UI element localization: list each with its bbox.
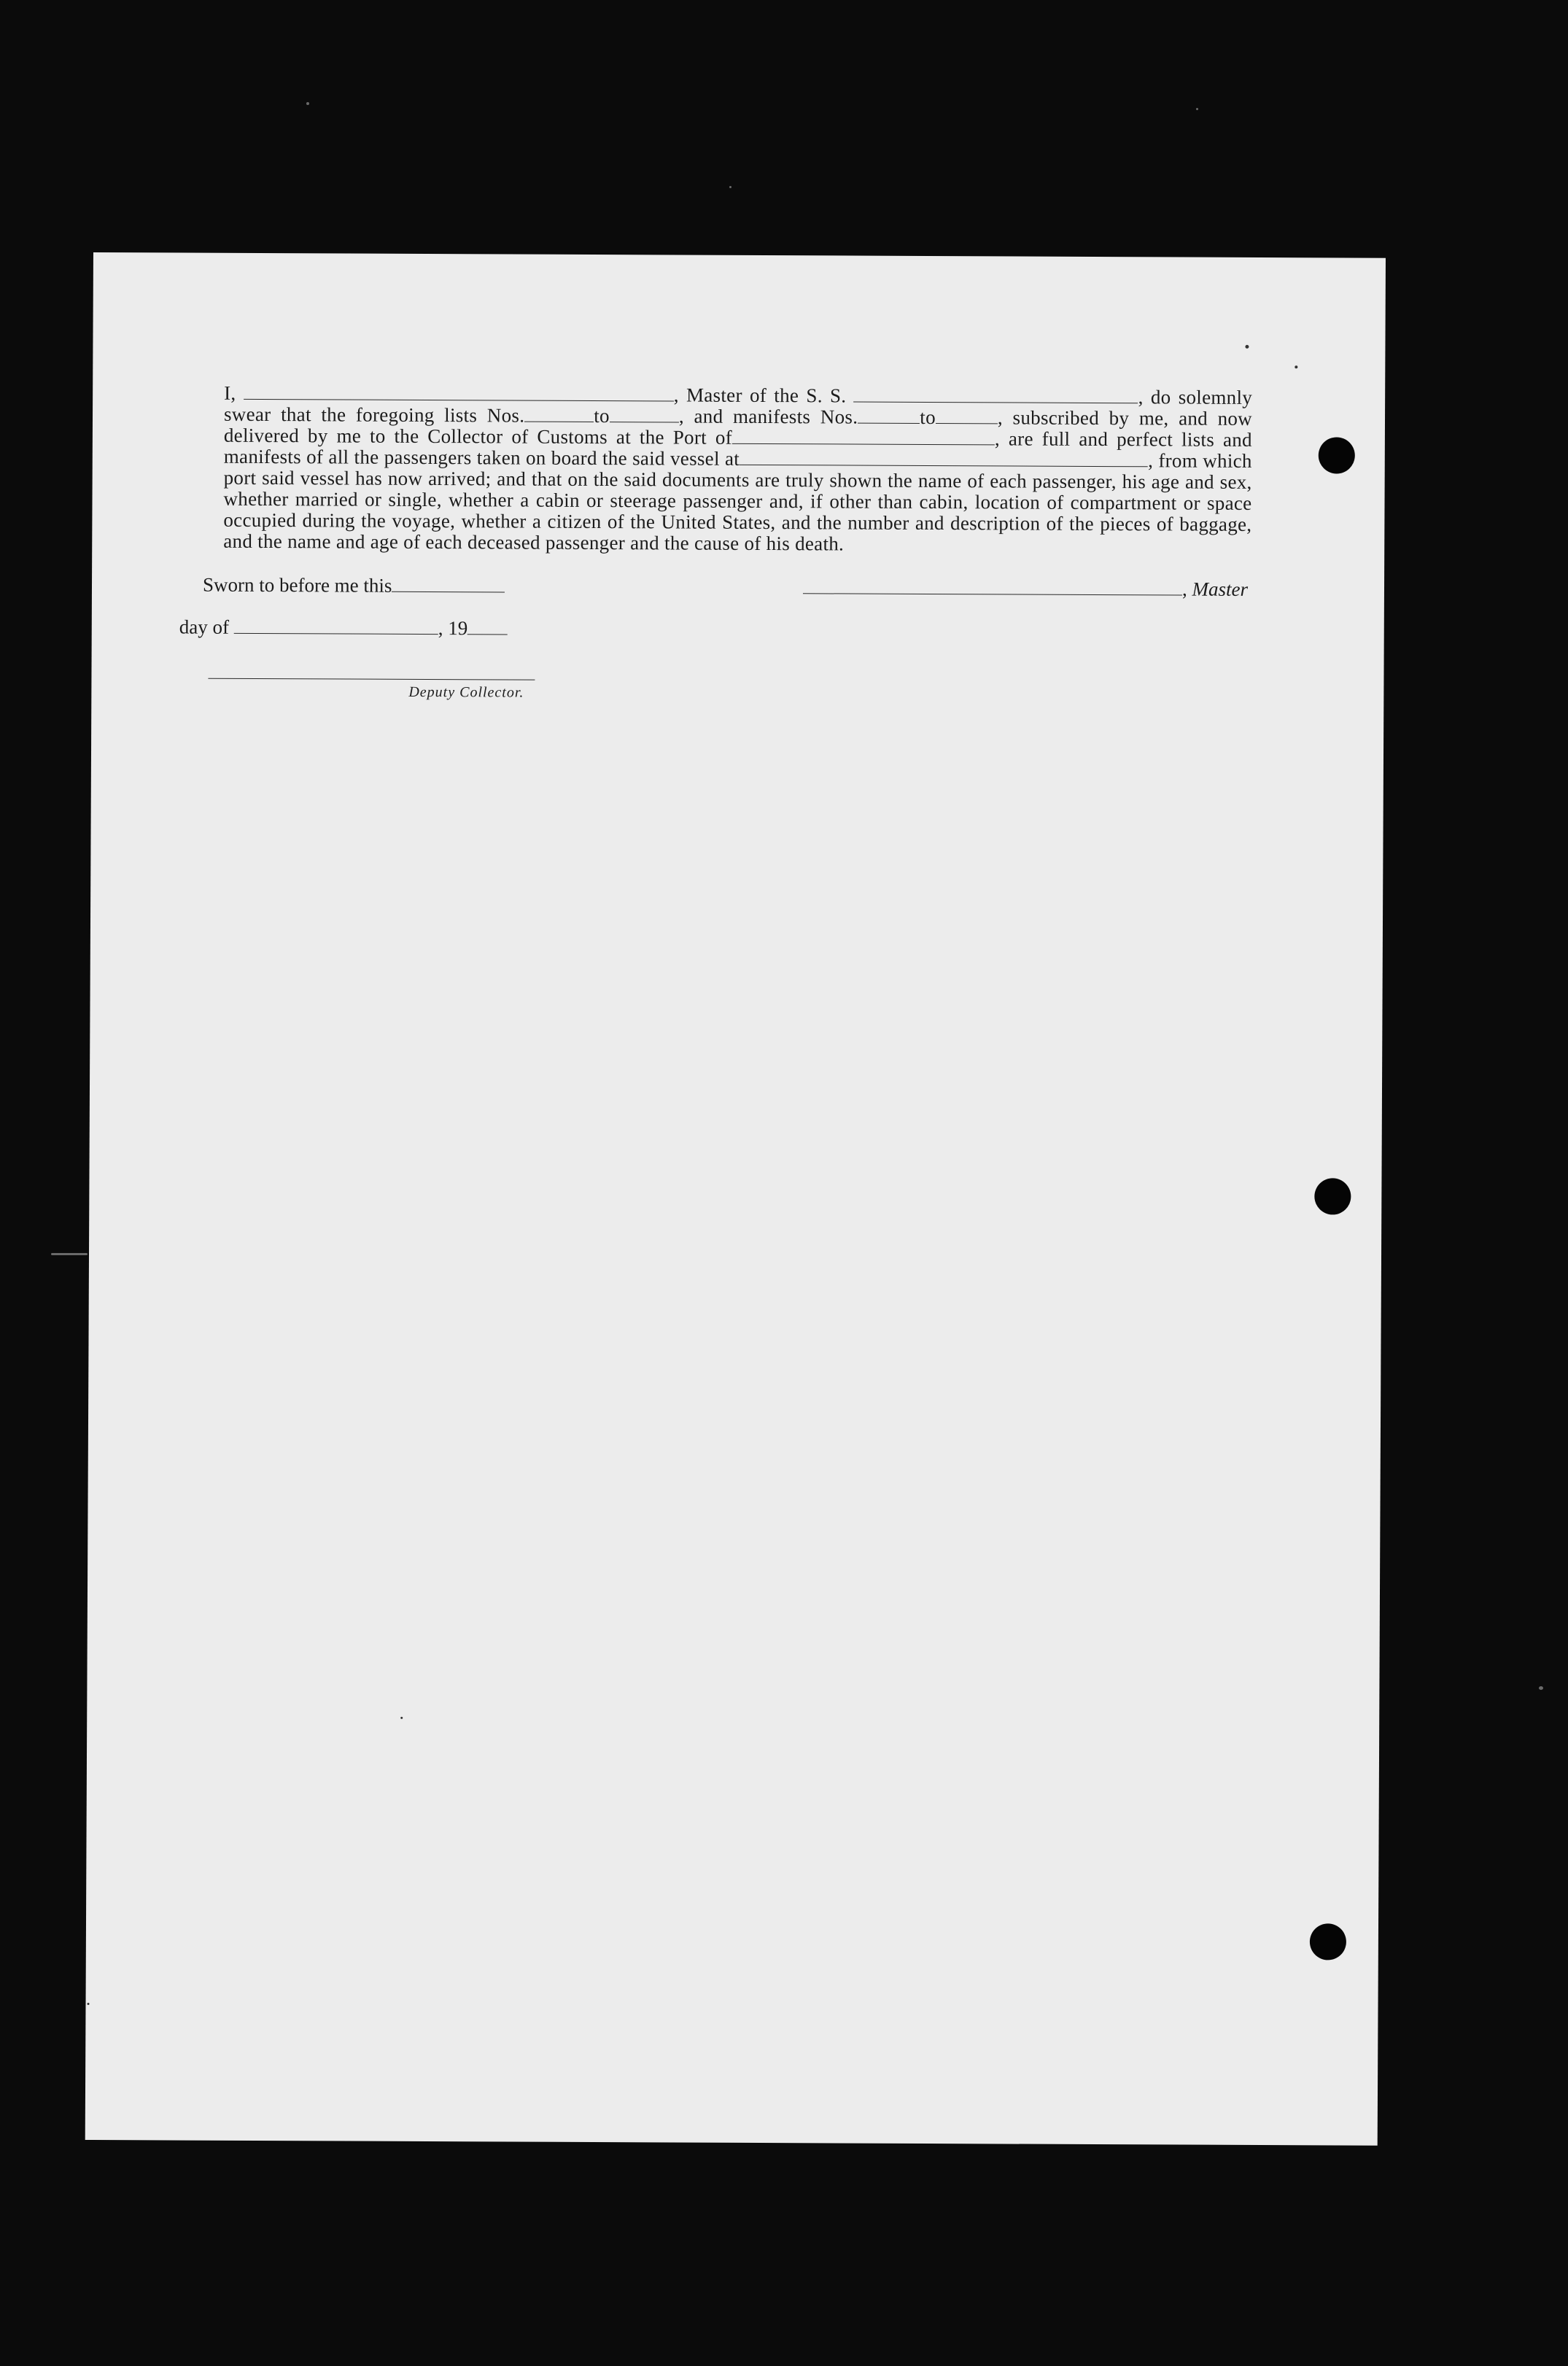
background-speck (1539, 1686, 1543, 1690)
background-speck (729, 186, 731, 188)
year-prefix: , 19 (438, 617, 468, 640)
sworn-row (203, 574, 505, 598)
manifests-from-blank (858, 410, 920, 424)
lists-to-blank (610, 408, 679, 422)
deputy-signature-line (208, 678, 535, 680)
master-signature-blank (803, 580, 1182, 595)
paper-mark (400, 1717, 403, 1719)
master-name-blank (244, 386, 674, 402)
paper-mark (1245, 345, 1249, 349)
background-speck (1196, 108, 1198, 110)
manifests-to-blank (936, 410, 998, 424)
month-blank (234, 620, 438, 635)
port-blank (732, 430, 995, 446)
oath-are-full: , are full and perfect lists and manifests of all the passengers taken on board the said vessel at (223, 427, 1252, 470)
year-blank (467, 621, 508, 635)
oath-to-2: to (920, 406, 936, 429)
lists-from-blank (524, 408, 594, 422)
master-label: Master (1192, 578, 1249, 600)
oath-intro: I, (224, 381, 236, 404)
paper-mark (88, 2003, 90, 2005)
ship-name-blank (854, 389, 1138, 404)
punch-hole-middle (1314, 1178, 1351, 1214)
deputy-collector-label: Deputy Collector. (408, 683, 524, 701)
oath-paragraph (179, 383, 1252, 556)
day-of-label: day of (179, 616, 230, 638)
embarkation-port-blank (740, 451, 1148, 467)
oath-and-manifests: , and manifests Nos. (678, 405, 858, 428)
master-signature-row (803, 576, 1248, 601)
master-comma: , (1181, 578, 1187, 600)
oath-master-of: , Master of the S. S. (673, 384, 847, 407)
manifest-page (85, 252, 1386, 2146)
punch-hole-top (1319, 437, 1355, 473)
oath-do-solemnly: , do solemnly (1138, 386, 1253, 408)
sworn-day-blank (392, 578, 505, 593)
oath-to-1: to (594, 404, 610, 427)
punch-hole-bottom (1310, 1923, 1346, 1960)
sworn-label: Sworn to before me this (202, 573, 392, 597)
oath-swear: swear that the foregoing lists Nos. (223, 403, 525, 427)
paper-mark (1295, 365, 1297, 368)
background-speck (306, 102, 309, 105)
day-of-row (179, 616, 508, 640)
oath-from-which: , from which port said vessel has now arrived; and that on the said documents are truly shown the name of each passenger, his age and sex, whether married or single, whether a cabin or steerage passenger and, if other than cabin, location of compartment or space occupied during the voyage, whether a citizen of the United States, and the number and description of the pieces of baggage, and the name and age of each deceased passenger and the cause of his death. (223, 449, 1252, 555)
background-speck (51, 1253, 88, 1255)
oath-subscribed: , subscribed by me, and now delivered by me to the Collector of Customs at the Port of (223, 406, 1253, 449)
